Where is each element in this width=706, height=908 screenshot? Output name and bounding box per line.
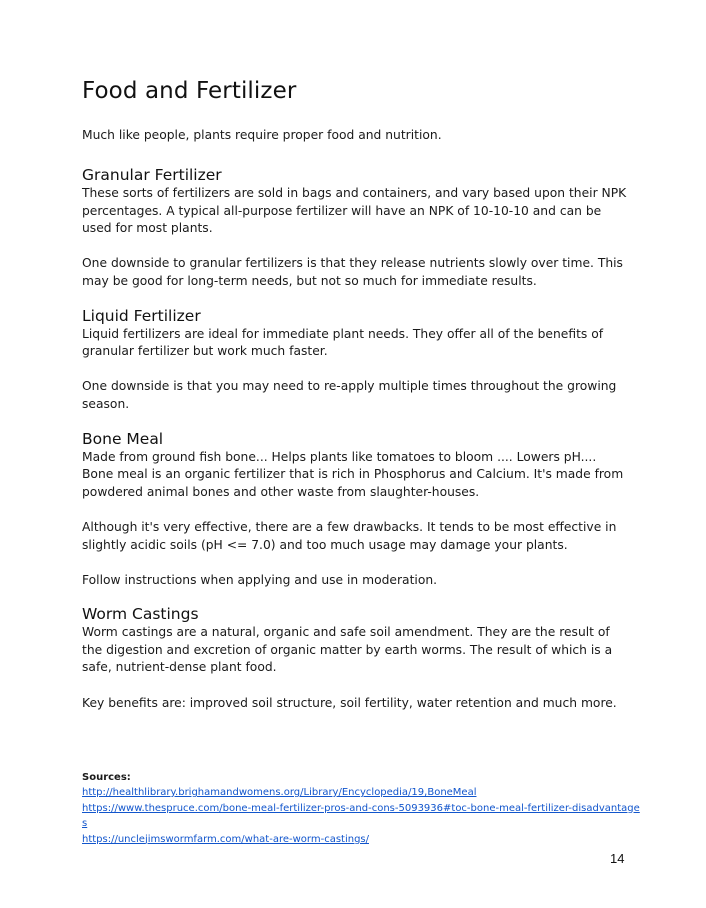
intro-text: Much like people, plants require proper food and nutrition. — [82, 128, 442, 142]
section-heading: Granular Fertilizer — [82, 166, 222, 184]
source-link[interactable]: http://healthlibrary.brighamandwomens.org/Library/Encyclopedia/19,BoneMeal — [82, 787, 477, 798]
section-heading: Bone Meal — [82, 429, 164, 448]
sources-block — [82, 771, 642, 847]
paragraph: One downside to granular fertilizers is that they release nutrients slowly over time. This may be good for long-term needs, but not so much for immediate results. — [82, 256, 623, 288]
paragraph: Follow instructions when applying and use in moderation. — [82, 572, 438, 587]
lead-text: Made from ground fish bone... Helps plants like tomatoes to bloom .... Lowers pH.... — [82, 449, 597, 464]
paragraph: One downside is that you may need to re-apply multiple times throughout the growing season. — [82, 379, 617, 411]
source-link[interactable]: https://www.thespruce.com/bone-meal-fertilizer-pros-and-cons-5093936#toc-bone-meal-fertilizer-disadvantages — [82, 802, 640, 829]
page-title: Food and Fertilizer — [82, 78, 297, 104]
paragraph: Liquid fertilizers are ideal for immediate plant needs. They offer all of the benefits of granular fertilizer but work much faster. — [82, 326, 604, 359]
source-link[interactable]: https://unclejimswormfarm.com/what-are-worm-castings/ — [82, 833, 369, 845]
paragraph: These sorts of fertilizers are sold in bags and containers, and vary based upon their NPK percentages. A typical all-purpose fertilizer will have an NPK of 10-10-10 and can be used for most plants. — [82, 186, 627, 236]
paragraph: Bone meal is an organic fertilizer that is rich in Phosphorus and Calcium. It's made from powdered animal bones and other waste from slaughter-houses. — [82, 467, 624, 499]
paragraph: Although it's very effective, there are a few drawbacks. It tends to be most effective in slightly acidic soils (pH <= 7.0) and too much usage may damage your plants. — [82, 519, 617, 552]
paragraph: Key benefits are: improved soil structure, soil fertility, water retention and much more. — [82, 695, 617, 710]
paragraph: Worm castings are a natural, organic and safe soil amendment. They are the result of the digestion and excretion of organic matter by earth worms. The result of which is a safe, nutrient-dense plant food. — [82, 625, 613, 675]
page-content — [82, 76, 627, 712]
section-heading: Worm Castings — [82, 605, 199, 624]
section-bone-meal — [82, 429, 627, 590]
section-liquid-fertilizer — [82, 306, 627, 414]
section-granular-fertilizer — [82, 165, 627, 291]
section-worm-castings — [82, 604, 627, 712]
section-heading: Liquid Fertilizer — [82, 306, 201, 325]
sources-title: Sources: — [82, 772, 131, 783]
page-number: 14 — [610, 851, 625, 866]
